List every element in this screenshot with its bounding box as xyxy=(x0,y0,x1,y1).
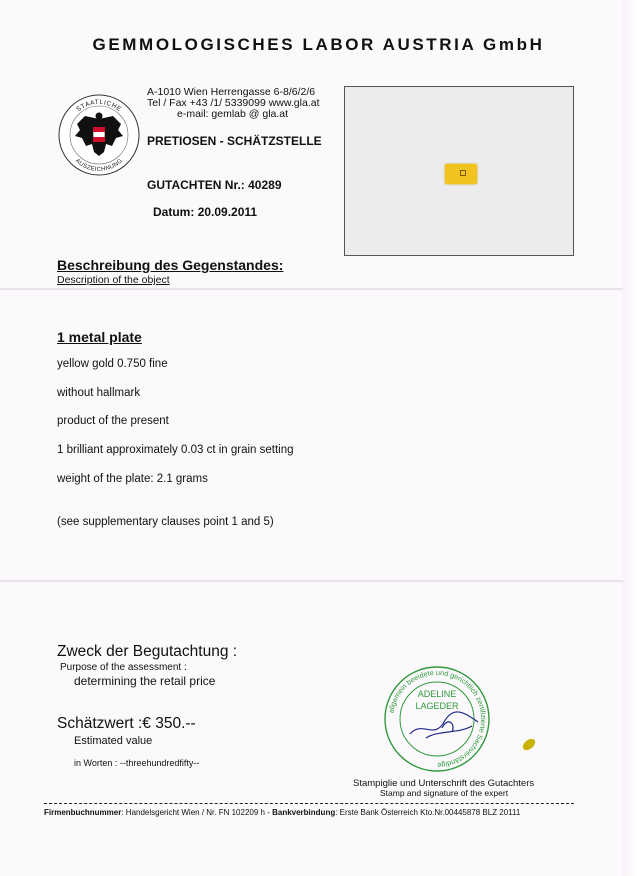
stamp-caption: Stampiglie und Unterschrift des Gutachters xyxy=(353,778,535,789)
lab-name: GEMMOLOGISCHES LABOR AUSTRIA GmbH xyxy=(92,35,545,54)
purpose-heading: Zweck der Begutachtung : xyxy=(57,643,238,660)
object-line: product of the present xyxy=(57,415,169,427)
purpose-value: determining the retail price xyxy=(74,674,216,688)
datum-value: 20.09.2011 xyxy=(197,205,258,219)
footer xyxy=(44,808,520,817)
estimated-value-heading: Schätzwert :€ 350.-- xyxy=(57,715,196,732)
gutachten-number: 40289 xyxy=(248,178,282,192)
address-line: A-1010 Wien Herrengasse 6-8/6/2/6 xyxy=(147,86,316,98)
description-heading: Beschreibung des Gegenstandes: xyxy=(57,257,284,273)
object-line: 1 brilliant approximately 0.03 ct in grain setting xyxy=(57,444,294,456)
scan-edge xyxy=(623,0,637,876)
signature-icon xyxy=(410,712,478,738)
stamp-name-last: LAGEDER xyxy=(415,701,459,711)
stamp-name-first: ADELINE xyxy=(417,689,457,699)
brilliant-mark xyxy=(460,170,466,176)
datum-label: Datum: xyxy=(153,205,195,219)
object-line: weight of the plate: 2.1 grams xyxy=(57,473,208,485)
estimated-value-label: Estimated value xyxy=(74,735,153,747)
object-line: (see supplementary clauses point 1 and 5) xyxy=(57,516,274,528)
email-line: e-mail: gemlab @ gla.at xyxy=(177,108,289,120)
fold-line xyxy=(0,580,637,582)
purpose-subheading: Purpose of the assessment : xyxy=(60,662,187,673)
seal-text-bottom: AUSZEICHNUNG xyxy=(73,158,125,174)
footer-bank-value: : Erste Bank Österreich Kto.Nr.00445878 BLZ 20111 xyxy=(335,808,521,817)
object-line: yellow gold 0.750 fine xyxy=(57,358,168,370)
gutachten-label: GUTACHTEN Nr.: xyxy=(147,178,245,192)
footer-bank-label: Bankverbindung xyxy=(272,808,336,817)
value-in-words: in Worten : --threehundredfifty-- xyxy=(74,758,200,768)
object-photo xyxy=(344,86,574,256)
footer-fb-label: Firmenbuchnummer xyxy=(44,808,122,817)
department-title: PRETIOSEN - SCHÄTZSTELLE xyxy=(147,134,322,148)
seal-text-top: STAATLICHE xyxy=(75,98,123,114)
gold-plate-image xyxy=(445,164,477,184)
address-line: Tel / Fax +43 /1/ 5339099 www.gla.at xyxy=(147,97,320,109)
certificate-date xyxy=(153,205,257,219)
stamp-ring-text: allgemein beeidete und gerichtlich zertifizierte Sachverständige xyxy=(386,667,489,771)
fold-line xyxy=(0,288,637,290)
description-subheading: Description of the object xyxy=(57,274,170,286)
stamp-caption-en: Stamp and signature of the expert xyxy=(380,788,509,798)
footer-divider xyxy=(44,803,574,804)
object-line: without hallmark xyxy=(57,387,141,399)
austrian-eagle-seal-icon xyxy=(58,94,140,176)
footer-fb-value: : Handelsgericht Wien / Nr. FN 102209 h - xyxy=(121,808,270,817)
expert-stamp-icon xyxy=(382,664,492,774)
object-title: 1 metal plate xyxy=(57,329,142,345)
ink-smudge xyxy=(521,737,538,752)
certificate-number xyxy=(147,178,282,192)
